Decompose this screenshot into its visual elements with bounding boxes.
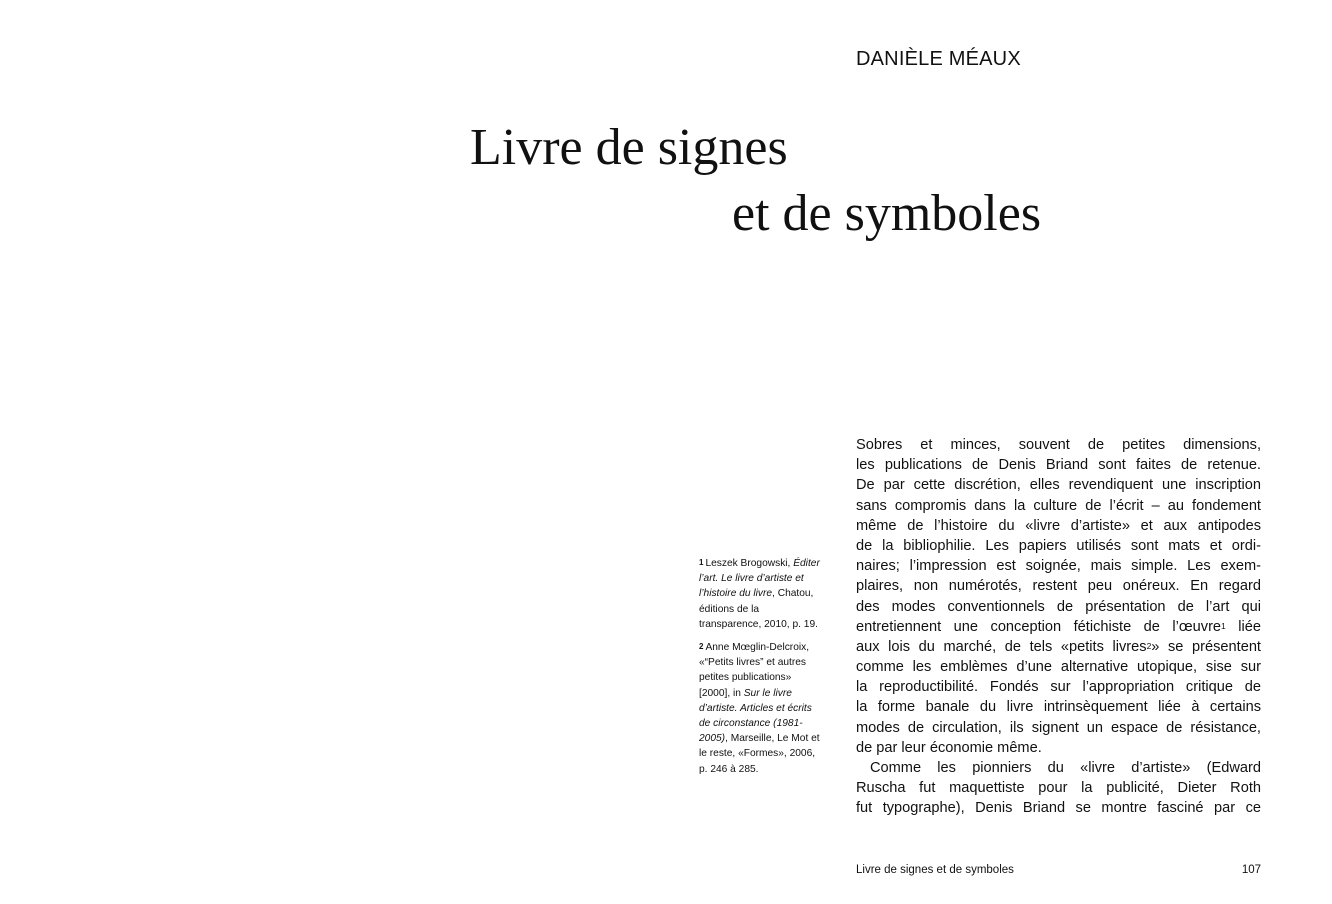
page-number: 107 <box>1241 864 1261 876</box>
body-line: aux lois du marché, de tels «petits livres$^2$» se présentent <box>856 638 1261 655</box>
body-line: naires; l’impression est soignée, mais simple. Les exem- <box>856 558 1261 575</box>
footnote-mark: 1 <box>699 558 704 567</box>
body-line: De par cette discrétion, elles revendiquent une inscription <box>856 477 1261 494</box>
body-line: Ruscha fut maquettiste pour la publicité, Dieter Roth <box>856 780 1261 797</box>
body-line: les publications de Denis Briand sont faites de retenue. <box>856 457 1261 474</box>
body-line: de par leur économie même. <box>856 739 1042 756</box>
footnote-mark: 2 <box>699 642 704 652</box>
footnote-text: Anne Mœglin-Delcroix, «“Petits livres” et autres petites publications» [2000], in <box>699 642 810 699</box>
body-line: la reproductibilité. Fondés sur l’appropriation critique de <box>856 679 1261 696</box>
footnotes <box>699 556 823 785</box>
body-line: Sobres et minces, souvent de petites dimensions, <box>856 437 1261 453</box>
footnote-reference[interactable]: 2 <box>1146 640 1152 651</box>
body-line: la forme banale du livre intrinsèquement liée à certains <box>856 699 1261 716</box>
title-line-2: et de symboles <box>732 185 1042 242</box>
body-line: fut typographe), Denis Briand se montre fasciné par ce <box>856 800 1261 817</box>
title-line-1: Livre de signes <box>470 119 788 176</box>
footnote-text: , Chatou, éditions de la transparence, 2010, p. 19. <box>699 588 818 630</box>
body-line: entretiennent une conception fétichiste de l’œuvre$^1$ liée <box>856 618 1261 635</box>
running-footer-title: Livre de signes et de symboles <box>856 864 1014 876</box>
body-line: même de l’histoire du «livre d’artiste» et aux antipodes <box>856 517 1261 534</box>
body-line: des modes conventionnels de présentation de l’art qui <box>856 598 1261 615</box>
footnote-text: Leszek Brogowski, <box>705 558 794 569</box>
body-line: comme les emblèmes d’une alternative utopique, sise sur <box>856 659 1261 676</box>
body-text <box>856 435 1261 819</box>
footnote-reference[interactable]: 1 <box>1221 620 1226 631</box>
footnote-text: Éditer l’art. Le livre d’artiste et l’histoire du livre <box>699 558 820 600</box>
body-line: modes de circulation, ils signent un espace de résistance, <box>856 719 1261 736</box>
body-line: de la bibliophilie. Les papiers utilisés sont mats et ordi- <box>856 537 1261 554</box>
body-line: sans compromis dans la culture de l’écrit – au fondement <box>856 497 1261 514</box>
footnote-text: Sur le livre d’artiste. Articles et écrits de circonstance (1981-2005) <box>699 687 812 745</box>
footnote-2 <box>699 640 823 777</box>
footnote-text: , Marseille, Le Mot et le reste, «Formes», 2006, p. 246 à 285. <box>699 733 820 775</box>
footnote-1 <box>699 556 823 632</box>
body-line: plaires, non numérotés, restent peu onéreux. En regard <box>856 578 1261 595</box>
body-line: Comme les pionniers du «livre d’artiste» (Edward <box>870 760 1261 776</box>
author-name: DANIÈLE MÉAUX <box>856 48 1021 70</box>
